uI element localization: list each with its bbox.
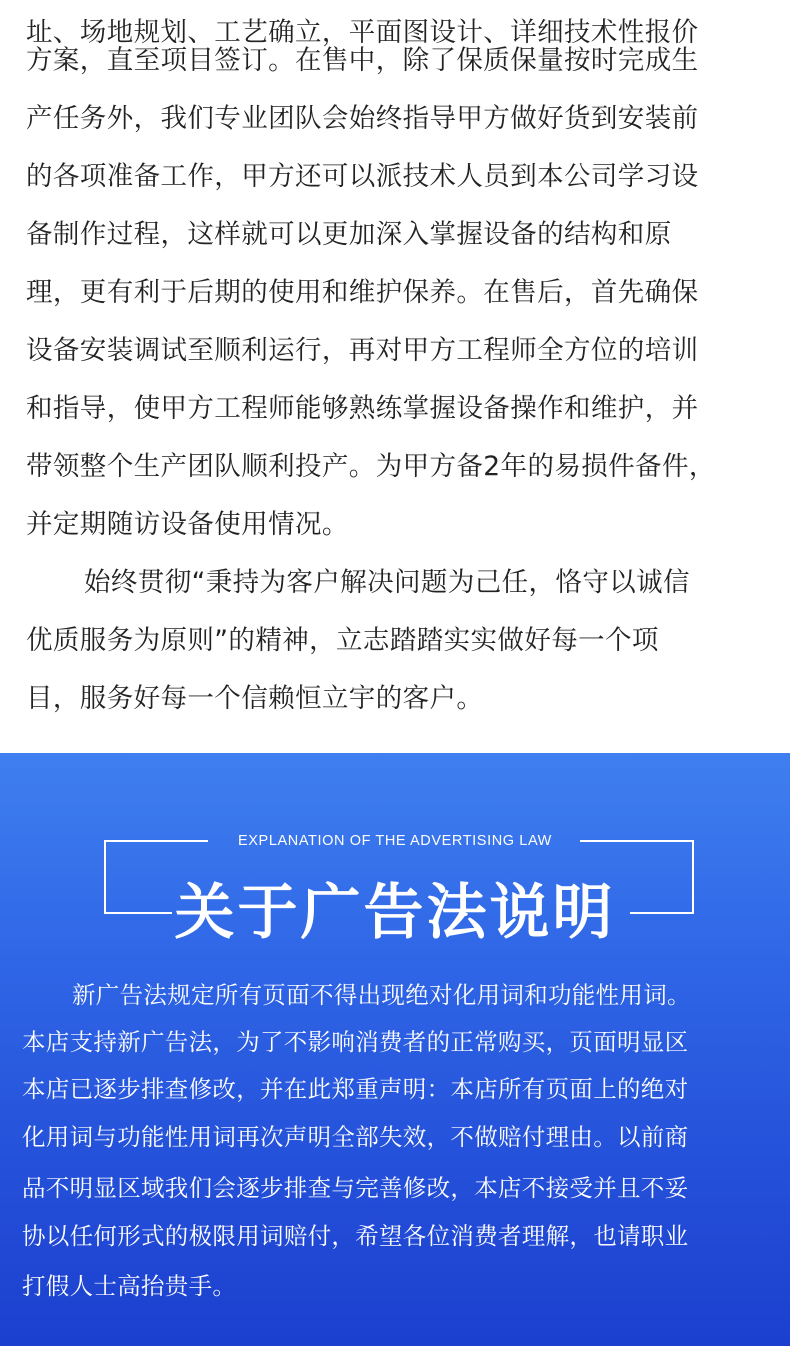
law-text-line: 协以任何形式的极限用词赔付，希望各位消费者理解，也请职业	[22, 1222, 689, 1250]
paragraph-line: 方案，直至项目签订。在售中，除了保质保量按时完成生	[26, 45, 699, 76]
law-text-line: 品不明显区域我们会逐步排查与完善修改，本店不接受并且不妥	[22, 1174, 689, 1202]
paragraph-line: 始终贯彻“秉持为客户解决问题为己任，恪守以诚信	[84, 567, 690, 598]
section-title: 关于广告法说明	[174, 878, 616, 948]
paragraph-line: 产任务外，我们专业团队会始终指导甲方做好货到安装前	[26, 103, 699, 134]
law-text-line: 新广告法规定所有页面不得出现绝对化用词和功能性用词。	[72, 981, 691, 1009]
paragraph-line: 带领整个生产团队顺利投产。为甲方备2年的易损件备件，	[26, 451, 716, 482]
paragraph-line: 并定期随访设备使用情况。	[26, 509, 349, 540]
law-text-line: 本店支持新广告法，为了不影响消费者的正常购买，页面明显区	[22, 1028, 689, 1056]
paragraph-line: 优质服务为原则”的精神，立志踏踏实实做好每一个项	[26, 625, 659, 656]
paragraph-line: 目，服务好每一个信赖恒立宇的客户。	[26, 683, 484, 714]
paragraph-line: 的各项准备工作，甲方还可以派技术人员到本公司学习设	[26, 161, 699, 192]
paragraph-line: 设备安装调试至顺利运行，再对甲方工程师全方位的培训	[26, 335, 699, 366]
law-text-line: 化用词与功能性用词再次声明全部失效，不做赔付理由。以前商	[22, 1123, 689, 1151]
paragraph-line: 理，更有利于后期的使用和维护保养。在售后，首先确保	[26, 277, 699, 308]
law-text-line: 打假人士高抬贵手。	[22, 1272, 237, 1300]
paragraph-line: 址、场地规划、工艺确立，平面图设计、详细技术性报价	[26, 17, 699, 48]
paragraph-line: 和指导，使甲方工程师能够熟练掌握设备操作和维护，并	[26, 393, 699, 424]
law-text-line: 本店已逐步排查修改，并在此郑重声明：本店所有页面上的绝对	[22, 1075, 689, 1103]
paragraph-line: 备制作过程，这样就可以更加深入掌握设备的结构和原	[26, 219, 672, 250]
advertising-law-banner	[0, 753, 790, 1346]
section-subtitle: EXPLANATION OF THE ADVERTISING LAW	[238, 833, 552, 849]
